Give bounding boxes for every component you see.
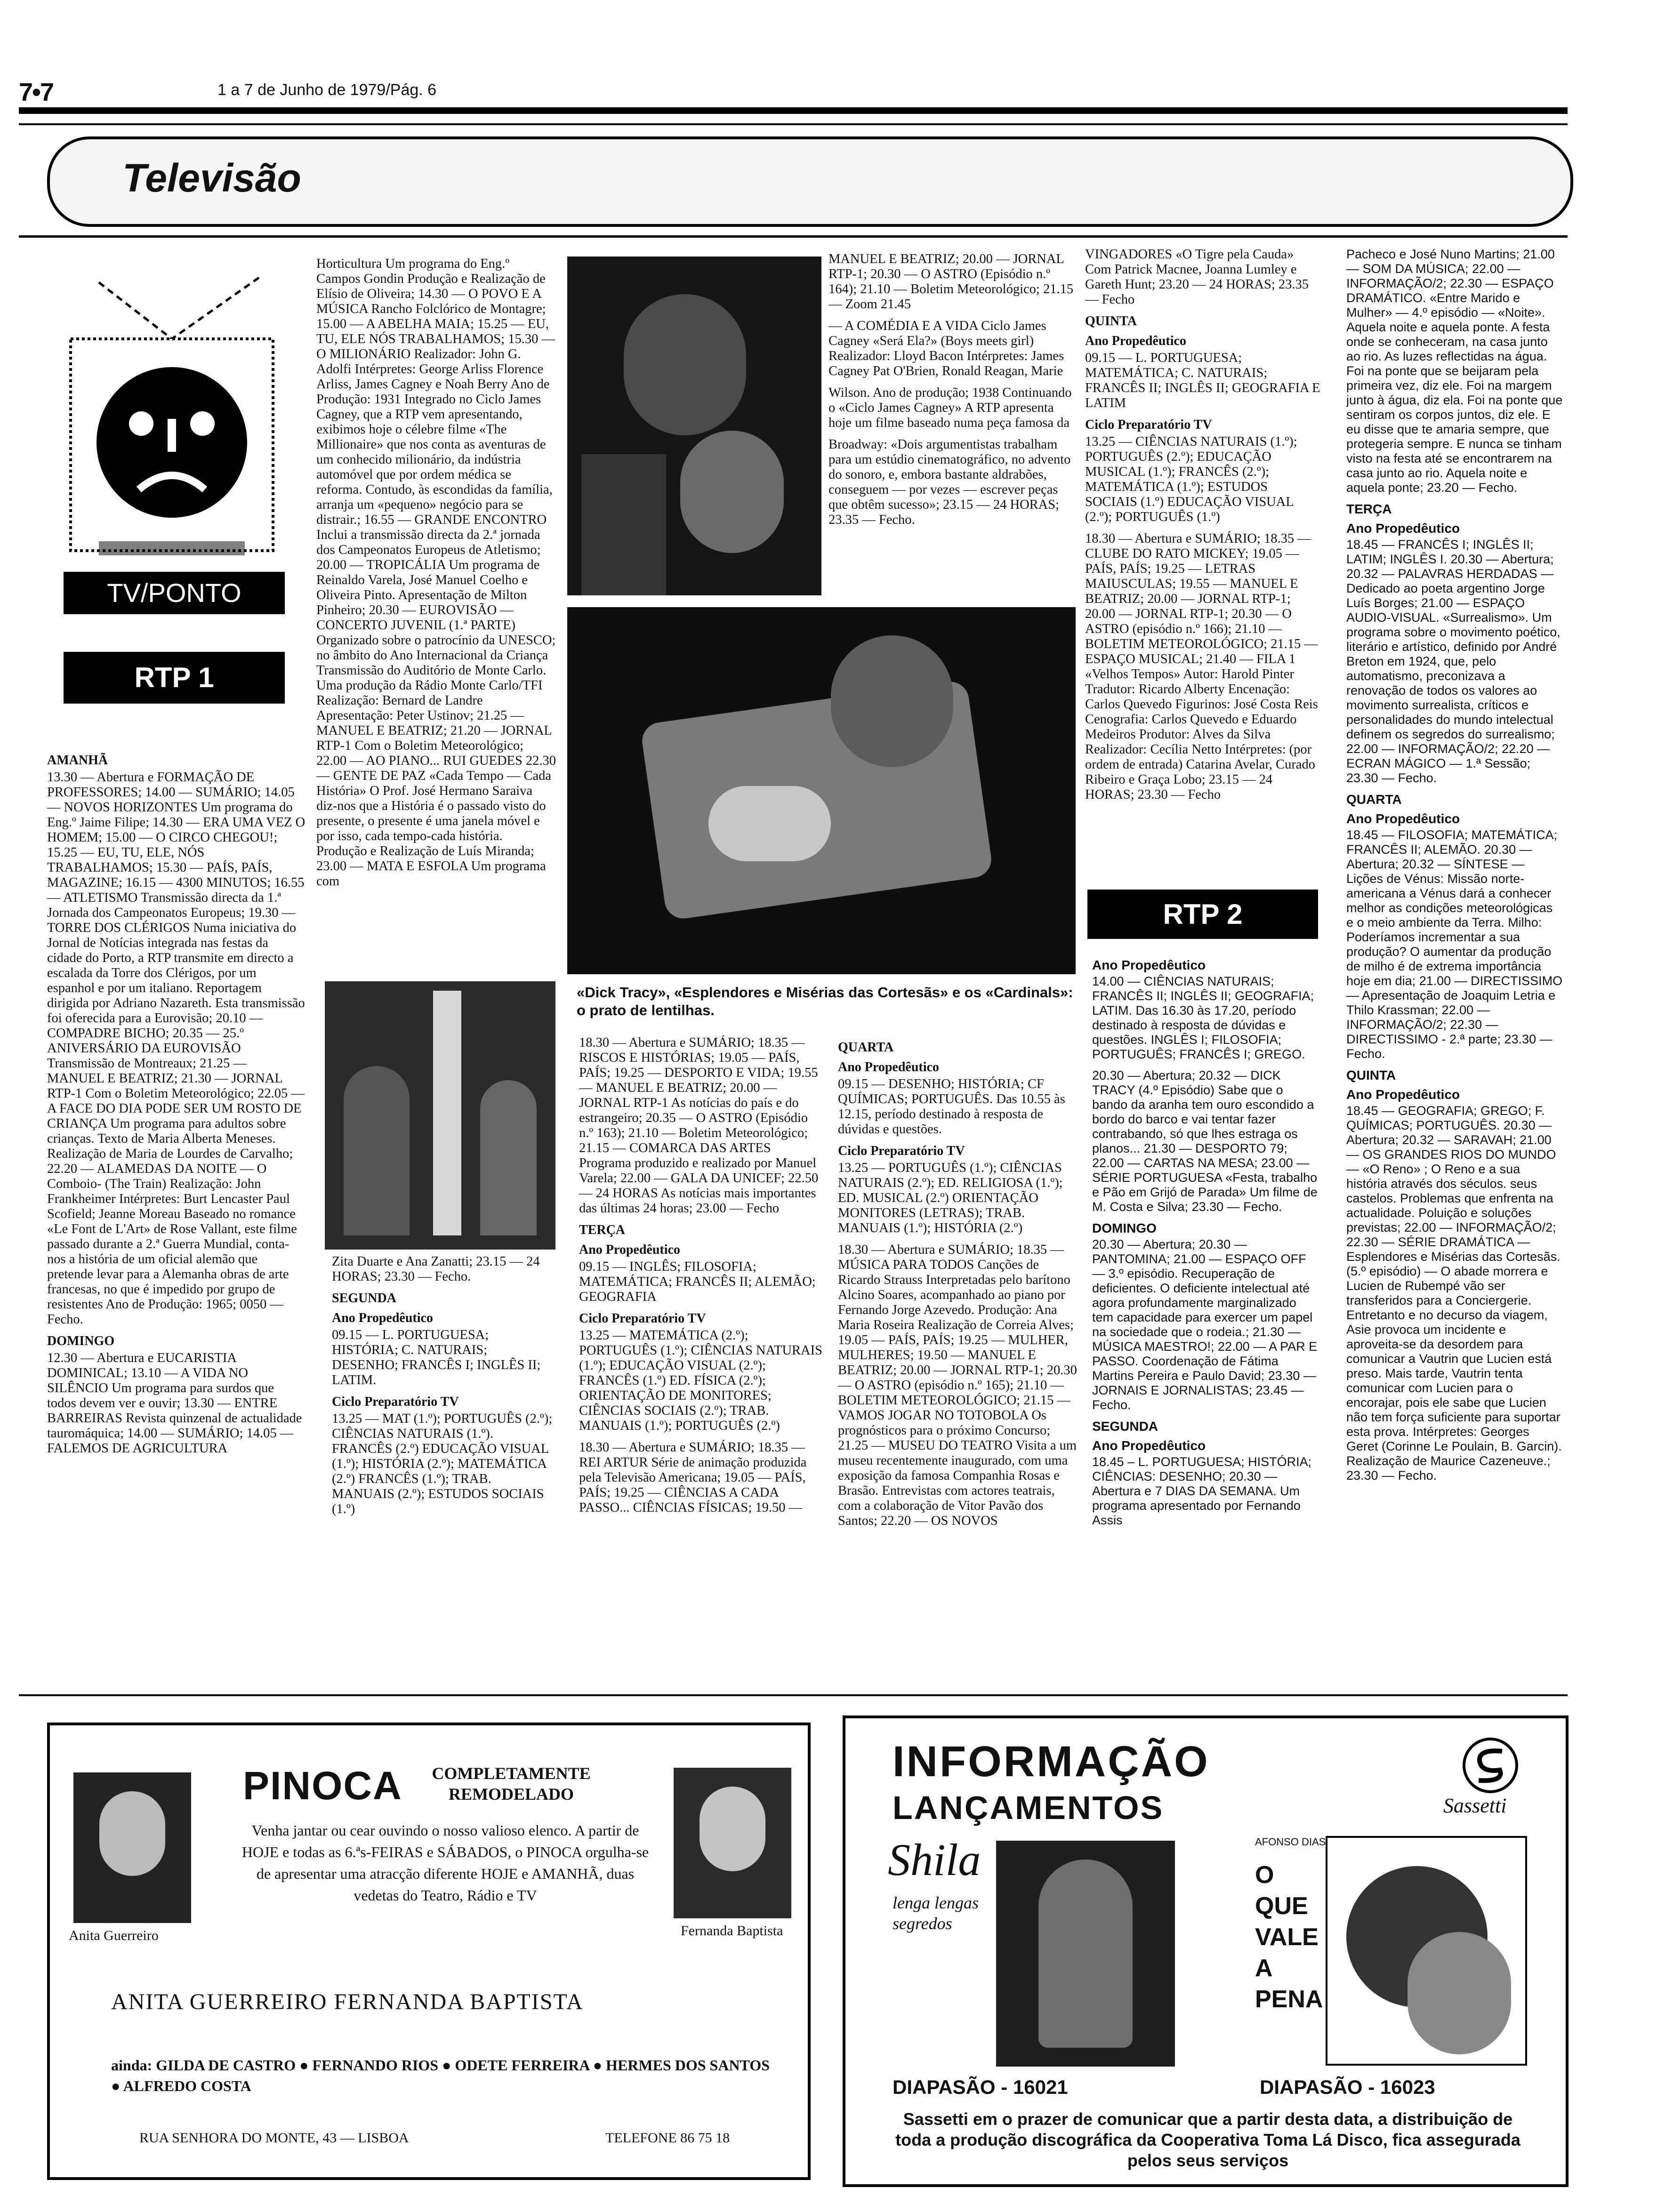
col6-quinta-ano-prop: Ano Propedêutico bbox=[1346, 1087, 1460, 1102]
terca-schedule-2: 13.25 — MATEMÁTICA (2.º); PORTUGUÊS (1.º); CIÊNCIAS NATURAIS (1.º); EDUCAÇÃO VISUAL (2.º); FRANCÊS (1.º) ED. FÍSICA (2.º); ORIENTAÇÃO DE MONITORES; CIÊNCIAS SOCIAIS (2.º); TRAB. MANUAIS (1.º); PORTUGUÊS (2.º) bbox=[579, 1328, 822, 1433]
album1-title: Shila bbox=[888, 1835, 981, 1885]
col4-text-4: Broadway: «Dois argumentistas trabalham para um estúdio cinematográfico, no advento do sonoro, e, embora bastante aldrabões, conseguem — por vezes — escrever peças que obtêm sucesso»; 23.15 — 24 HORAS; 23.35 — Fecho. bbox=[828, 437, 1071, 527]
pinoca-headline: ANITA GUERREIRO FERNANDA BAPTISTA bbox=[111, 1989, 584, 2014]
album2-title: O QUE VALE A PENA bbox=[1255, 1861, 1323, 2013]
ad-sassetti bbox=[843, 1715, 1569, 2187]
amanha-schedule: 13.30 — Abertura e FORMAÇÃO DE PROFESSORES; 14.00 — SUMÁRIO; 14.05 — NOVOS HORIZONTES Um programa do Eng.º Jaime Filipe; 14.30 — ERA UMA VEZ O HOMEM; 15.00 — O CIRCO CHEGOU!; 15.25 — EU, TU, ELE, NÓS TRABALHAMOS; 15.30 — PAÍS, PAÍS, MAGAZINE; 16.15 — 4300 MINUTOS; 16.55 — ATLETISMO Transmissão directa da 1.ª Jornada dos Campeonatos Europeus; 19.30 — TORRE DOS CLÉRIGOS Numa iniciativa do Jornal de Notícias integrada nas festas da cidade do Porto, a RTP transmite em directo a escalada da Torre dos Clérigos, por um espanhol e por um italiano. Reportagem dirigida por Adriano Nazareth. Esta transmissão foi oferecida para a Eurovisão; 20.10 — COMPADRE BICHO; 20.35 — 25.º ANIVERSÁRIO DA EUROVISÃO Transmissão de Montreaux; 21.25 — MANUEL E BEATRIZ; 21.30 — JORNAL RTP-1 Com o Boletim Meteorológico; 22.05 — A FACE DO DIA PODE SER UM ROSTO DE CRIANÇA Um programa para adultos sobre crianças. Texto de Maria Alberta Meneses. Realização de Maria de Lourdes de Carvalho; 22.20 — ALAMEDAS DA NOITE — O Comboio- (The Train) Realização: John Frankheimer Intérpretes: Burt Lencaster Paul Scofield; Jeanne Moreau Baseado no romance «Le Font de L'Art» de Rose Vallant, este filme passado durante a 2.ª Guerra Mundial, conta-nos a história de um oficial alemão que pretende levar para a Alemanha obras de arte francesas, no que é impedido por grupo de resistentes Ano de Produção: 1965; 0050 — Fecho. bbox=[47, 770, 306, 1327]
terca-ciclo: Ciclo Preparatório TV bbox=[579, 1311, 706, 1326]
domingo-schedule: 12.30 — Abertura e EUCARISTIA DOMINICAL; 13.10 — A VIDA NO SILÊNCIO Um programa para surdos que todos devem ver e ouvir; 13.30 — ENTRE BARREIRAS Revista quinzenal de actualidade tauromáquica; 14.00 — SUMÁRIO; 14.05 — FALEMOS DE AGRICULTURA bbox=[47, 1351, 302, 1456]
ad-pinoca bbox=[47, 1723, 811, 2180]
tv-icon bbox=[61, 268, 282, 569]
quarta-ano-prop: Ano Propedêutico bbox=[838, 1060, 939, 1074]
column-4-top bbox=[828, 252, 1076, 591]
terca-schedule-3: 18.30 — Abertura e SUMÁRIO; 18.35 — REI ARTUR Série de animação produzida pela Televisão Americana; 19.05 — PAÍS, PAÍS; 19.25 — CIÊNCIAS A CADA PASSO... CIÊNCIAS FÍSICAS; 19.50 — bbox=[579, 1440, 807, 1515]
column-3-bottom bbox=[579, 1035, 824, 1680]
column-2-text: Horticultura Um programa do Eng.º Campos Gondin Produção e Realização de Elísio de Oliveira; 14.30 — O POVO E A MÚSICA Rancho Folclórico de Montagre; 15.00 — A ABELHA MAIA; 15.25 — EU, TU, ELE NÓS TRABALHAMOS; 15.30 — O MILIONÁRIO Realizador: John G. Adolfi Intérpretes: George Arliss Florence Arliss, James Cagney e Noah Berry Ano de Produção: 1931 Integrado no Ciclo James Cagney, que a RTP vem apresentando, exibimos hoje o célebre filme «The Millionaire» que nos conta as aventuras de um conhecido milionário, da indústria automóvel que por ordem médica se reforma. Contudo, às escondidas da família, arranja um «pequeno» negócio para se distrair.; 16.55 — GRANDE ENCONTRO Inclui a transmissão directa da 2.ª jornada dos Campeonatos Europeus de Atletismo; 20.00 — TROPICÁLIA Um programa de Reinaldo Varela, José Manuel Coelho e Oliveira Pinto. Apresentação de Milton Pinheiro; 20.30 — EUROVISÃO — CONCERTO JUVENIL (1.ª PARTE) Organizado sobre o patrocínio da UNESCO; no âmbito do Ano Internacional da Criança Transmissão do Auditório de Monte Carlo. Uma produção da Rádio Monte Carlo/TFI Realização: Bernard de Landre Apresentação: Peter Ustinov; 21.25 — MANUEL E BEATRIZ; 21.20 — JORNAL RTP-1 Com o Boletim Meteorológico; 22.00 — AO PIANO... RUI GUEDES 22.30 — GENTE DE PAZ «Cada Tempo — Cada História» O Prof. José Hermano Saraiva diz-nos que a História é o passado visto do presente, o presente é uma janela móvel e por isso, cada tempo-cada história. Produção e Realização de Luís Miranda; 23.00 — MATA E ESFOLA Um programa com bbox=[316, 256, 556, 889]
quarta-schedule-3: 18.30 — Abertura e SUMÁRIO; 18.35 — MÚSICA PARA TODOS Canções de Ricardo Strauss Interpretadas pelo barítono Alcino Soares, acompanhado ao piano por Fernando Jorge Azevedo. Produção: Ana Maria Roseira Realização de Correia Alves; 19.05 — PAÍS, PAÍS; 19.25 — MULHER, MULHERES; 19.50 — MANUEL E BEATRIZ; 20.00 — JORNAL RTP-1; 20.30 — O ASTRO (episódio n.º 165); 21.10 — BOLETIM METEOROLÓGICO; 21.15 — VAMOS JOGAR NO TOTOBOLA Os prognósticos para o próximo Concurso; 21.25 — MUSEU DO TEATRO Visita a um museu recentemente inaugurado, com uma exposição da famosa Companhia Rosas e Brasão. Entrevistas com actores teatrais, com a colaboração de Vitor Pavão dos Santos; 22.20 — OS NOVOS bbox=[838, 1242, 1077, 1528]
tvponto-label: TV/PONTO bbox=[64, 572, 285, 614]
masthead-rule-thin bbox=[19, 123, 1568, 125]
col5-text-1: VINGADORES «O Tigre pela Cauda» Com Patrick Macnee, Joanna Lumley e Gareth Hunt; 23.20 — 24 HORAS; 23.35 — Fecho bbox=[1085, 247, 1309, 307]
pinoca-also: ainda: GILDA DE CASTRO ● FERNANDO RIOS ● ODETE FERREIRA ● HERMES DOS SANTOS ● ALFREDO COSTA bbox=[111, 2057, 770, 2094]
photo-cartaz bbox=[325, 981, 555, 1250]
rtp2-ano-prop: Ano Propedêutico bbox=[1092, 958, 1206, 972]
quinta-schedule-1: 09.15 — L. PORTUGUESA; MATEMÁTICA; C. NATURAIS; FRANCÊS II; INGLÊS II; GEOGRAFIA E LATIM bbox=[1085, 351, 1320, 410]
photo-caption-zita: Zita Duarte e Ana Zanatti; 23.15 — 24 HORAS; 23.30 — Fecho. bbox=[332, 1254, 540, 1284]
terca-ano-prop: Ano Propedêutico bbox=[579, 1242, 680, 1257]
sassetti-logo-icon bbox=[1457, 1737, 1523, 1794]
col3-schedule-1: 18.30 — Abertura e SUMÁRIO; 18.35 — RISCOS E HISTÓRIAS; 19.05 — PAÍS, PAÍS; 19.25 — DESPORTO E VIDA; 19.55 — MANUEL E BEATRIZ; 20.00 — JORNAL RTP-1 As notícias do país e do estrangeiro; 20.35 — O ASTRO (Episódio n.º 163); 21.10 — Boletim Meteorológico; 21.15 — COMARCA DAS ARTES Programa produzido e realizado por Manuel Varela; 22.00 — GALA DA UNICEF; 22.50 — 24 HORAS As notícias mais importantes das últimas 24 horas; 23.00 — Fecho bbox=[579, 1035, 819, 1216]
sassetti-title-2: LANÇAMENTOS bbox=[893, 1789, 1164, 1826]
col6-quarta-heading: QUARTA bbox=[1346, 792, 1402, 807]
pinoca-phone: TELEFONE 86 75 18 bbox=[605, 2130, 730, 2146]
column-rtp1 bbox=[47, 748, 306, 1690]
col6-terca-ano-prop: Ano Propedêutico bbox=[1346, 521, 1460, 536]
col6-quinta-heading: QUINTA bbox=[1346, 1068, 1396, 1082]
quinta-heading: QUINTA bbox=[1085, 314, 1137, 329]
pinoca-body: Venha jantar ou cear ouvindo o nosso valioso elenco. A partir de HOJE e todas as 6.ªs-FEIRAS e SÁBADOS, o PINOCA orgulha-se de apresentar uma atracção diferente HOJE e AMANHÃ, duas vedetas do Teatro, Rádio e TV bbox=[241, 1822, 649, 1904]
quinta-schedule-3: 18.30 — Abertura e SUMÁRIO; 18.35 — CLUBE DO RATO MICKEY; 19.05 — PAÍS, PAÍS; 19.25 — LETRAS MAIUSCULAS; 19.55 — MANUEL E BEATRIZ; 20.00 — JORNAL RTP-1; 20.00 — JORNAL RTP-1; 20.30 — O ASTRO (episódio n.º 166); 21.10 — BOLETIM METEOROLÓGICO; 21.15 — ESPAÇO MUSICAL; 21.40 — FILA 1 «Velhos Tempos» Autor: Harold Pinter Tradutor: Ricardo Alberty Encenação: Carlos Quevedo Figurinos: José Costa Reis Cenografia: Carlos Quevedo e Eduardo Medeiros Produtor: Alves da Silva Realizador: Cecília Netto Intérpretes: (por ordem de entrada) Catarina Avelar, Curado Ribeiro e Graça Lobo; 23.15 — 24 HORAS; 23.30 — Fecho bbox=[1085, 531, 1318, 802]
section-rule bbox=[19, 235, 1568, 238]
column-5-top bbox=[1085, 247, 1320, 864]
rtp2-segunda-schedule: 18.45 – L. PORTUGUESA; HISTÓRIA; CIÊNCIAS: DESENHO; 20.30 — Abertura e 7 DIAS DA SEMANA. Um programa apresentado por Fernando Assis bbox=[1092, 1455, 1312, 1527]
amanha-heading: AMANHÃ bbox=[47, 753, 108, 768]
quarta-schedule-1: 09.15 — DESENHO; HISTÓRIA; CF QUÍMICAS; PORTUGUÊS. Das 10.55 às 12.15, período destinado à resposta de dúvidas e questões. bbox=[838, 1077, 1065, 1137]
album2-artist: AFONSO DIAS bbox=[1255, 1836, 1326, 1848]
sassetti-title-1: INFORMAÇÃO bbox=[893, 1738, 1210, 1786]
quarta-schedule-2: 13.25 — PORTUGUÊS (1.º); CIÊNCIAS NATURAIS (2.º); ED. RELIGIOSA (1.º); ED. MUSICAL (2.º) ORIENTAÇÃO MONITORES (LETRAS); TRAB. MANUAIS (1.º); HISTÓRIA (2.º) bbox=[838, 1161, 1063, 1235]
catalog-2: DIAPASÃO - 16023 bbox=[1260, 2076, 1435, 2098]
rtp2-label: RTP 2 bbox=[1087, 890, 1318, 939]
col4-text-1: MANUEL E BEATRIZ; 20.00 — JORNAL RTP-1; 20.30 — O ASTRO (Episódio n.º 164); 21.10 — Boletim Meteorológico; 21.15 — Zoom 21.45 bbox=[828, 252, 1074, 312]
rtp2-segunda-ano-prop: Ano Propedêutico bbox=[1092, 1438, 1206, 1453]
fernanda-caption: Fernanda Baptista bbox=[681, 1923, 783, 1939]
column-2-bottom bbox=[332, 1254, 555, 1678]
col6-quarta-ano-prop: Ano Propedêutico bbox=[1346, 811, 1460, 826]
album1-subtitle: lenga lengas segredos bbox=[893, 1893, 979, 1933]
masthead-rule bbox=[19, 107, 1568, 114]
quarta-ciclo: Ciclo Preparatório TV bbox=[838, 1144, 965, 1158]
quinta-schedule-2: 13.25 — CIÊNCIAS NATURAIS (1.º); PORTUGUÊS (2.º); EDUCAÇÃO MUSICAL (1.º); FRANCÊS (2.º); MATEMÁTICA (1.º); ESTUDOS SOCIAIS (1.º) EDUCAÇÃO VISUAL (2.º); PORTUGUÊS (1.º) bbox=[1085, 434, 1297, 524]
photo-anita bbox=[73, 1772, 191, 1923]
segunda-ano-prop: Ano Propedêutico bbox=[332, 1311, 433, 1325]
terca-schedule-1: 09.15 — INGLÊS; FILOSOFIA; MATEMÁTICA; FRANCÊS II; ALEMÃO; GEOGRAFIA bbox=[579, 1259, 816, 1304]
masthead-date: 1 a 7 de Junho de 1979/Pág. 6 bbox=[217, 81, 437, 99]
column-5-bottom bbox=[1092, 953, 1318, 1685]
rtp2-domingo-heading: DOMINGO bbox=[1092, 1221, 1157, 1235]
masthead-logo: 7•7 bbox=[19, 78, 53, 106]
col6-text-1: Pacheco e José Nuno Martins; 21.00 — SOM DA MÚSICA; 22.00 — INFORMAÇÃO/2; 22.30 — ESPAÇO DRAMÁTICO. «Entre Marido e Mulher» — 4.º episódio — «Noite». Aquela noite e aquela ponte. A festa onde se conheceram, na casa junto ao rio. As luzes reflectidas na água. Foi na ponte que se beijaram pela primeira vez, diz ele. Foi na margem junto à água, diz ela. Foi na ponte que sentiram os corpos juntos, diz ele. E eu disse que te amaria sempre, que protegeria sempre. E nunca se tinham visto na festa até se encontrarem na casa junto ao rio. Aquela noite e aquela ponte; 23.20 — Fecho. bbox=[1346, 247, 1563, 495]
segunda-ciclo: Ciclo Preparatório TV bbox=[332, 1395, 459, 1409]
col6-quarta-schedule: 18.45 — FILOSOFIA; MATEMÁTICA; FRANCÊS II; ALEMÃO. 20.30 — Abertura; 20.32 — SÍNTESE — Lições de Vénus: Missão norte-americana a Vénus dará a conhecer melhor as condições meteorológicas e o meio ambiente da Terra. Milho: Poderíamos incrementar a sua produção? O aumentar da produção de milho é de extrema importância hoje em dia; 21.00 — DIRECTISSIMO — Apresentação de Joaquim Letria e Thilo Krassman; 22.00 — INFORMAÇÃO/2; 22.30 — DIRECTISSIMO - 2.ª parte; 23.30 — Fecho. bbox=[1346, 828, 1563, 1061]
rtp2-schedule-b: 20.30 — Abertura; 20.32 — DICK TRACY (4.º Episódio) Sabe que o bando da aranha tem ouro escondido a bordo do barco e vai tentar fazer contrabando, só que lhes estraga os planos... 21.30 — DESPORTO 79; 22.00 — CARTAS NA MESA; 23.00 — SÉRIE PORTUGUESA «Festa, trabalho e Pão em Grijó de Parada» Um filme de M. Costa e Silva; 23.30 — Fecho. bbox=[1092, 1068, 1318, 1214]
rtp2-segunda-heading: SEGUNDA bbox=[1092, 1419, 1158, 1434]
col6-terca-schedule: 18.45 — FRANCÊS I; INGLÊS II; LATIM; INGLÊS I. 20.30 — Abertura; 20.32 — PALAVRAS HERDADAS — Dedicado ao poeta argentino Jorge Luís Borges; 21.00 — ESPAÇO AUDIO-VISUAL. «Surrealismo». Um programa sobre o movimento poético, literário e artístico, definido por André Breton em 1924, que, pelo automatismo, preconizava a renovação de todos os valores ao movimento surrealista, críticos e personalidades do mundo intelectual definem os segredos do surrealismo; 22.00 — INFORMAÇÃO/2; 22.20 — ECRAN MÁGICO — 1.ª Sessão; 23.30 — Fecho. bbox=[1346, 537, 1560, 785]
col6-quinta-schedule: 18.45 — GEOGRAFIA; GREGO; F. QUÍMICAS; PORTUGUÊS. 20.30 — Abertura; 20.32 — SARAVAH; 21.00 — OS GRANDES RIOS DO MUNDO — «O Reno» ; O Reno e a sua história através dos séculos. seus castelos. Problemas que enfrenta na actualidade. Poluição e soluções previstas; 22.00 — INFORMAÇÃO/2; 22.30 — SÉRIE DRAMÁTICA — Esplendores e Misérias das Cortesãs. (5.º episódio) — O abade morrera e Lucien de Rubempé vão ser transferidos para a Conciergerie. Entretanto e no decurso da viagem, Asie provoca um incidente e aproveita-se da desordem para comunicar a Vautrin que Lucien está preso. Mais tarde, Vautrin tenta comunicar com Lucien para o encorajar, pois ele sabe que Lucien não tem força suficiente para suportar esta prova. Intérpretes: Georges Geret (Corinne Le Poulain, B. Garcin). Realização de Maurice Cazeneuve.; 23.30 — Fecho. bbox=[1346, 1104, 1562, 1483]
domingo-heading: DOMINGO bbox=[47, 1334, 115, 1348]
pinoca-name: PINOCA bbox=[243, 1763, 402, 1808]
section-title: Televisão bbox=[122, 156, 301, 200]
catalog-1: DIAPASÃO - 16021 bbox=[893, 2076, 1068, 2098]
terca-heading: TERÇA bbox=[579, 1223, 626, 1237]
column-6 bbox=[1346, 247, 1563, 1687]
col6-terca-heading: TERÇA bbox=[1346, 502, 1392, 516]
photo-cagney bbox=[567, 256, 821, 595]
rtp2-schedule-a: 14.00 — CIÊNCIAS NATURAIS; FRANCÊS II; INGLÊS II; GEOGRAFIA; LATIM. Das 16.30 às 17.20, período destinado à resposta de dúvidas e questões. INGLÊS I; FILOSOFIA; PORTUGUÊS; FRANCÊS I; GREGO. bbox=[1092, 974, 1314, 1061]
album1-cover-photo bbox=[996, 1841, 1175, 2067]
sassetti-footer: Sassetti em o prazer de comunicar que a partir desta data, a distribuição de toda a produção discográfica da Cooperativa Toma Lá Disco, fica assegurada pelos seus serviços bbox=[895, 2109, 1520, 2170]
col4-text-3: Wilson. Ano de produção; 1938 Continuando o «Ciclo James Cagney» A RTP apresenta hoje um filme baseado numa peça famosa da bbox=[828, 385, 1072, 430]
segunda-heading: SEGUNDA bbox=[332, 1291, 396, 1306]
pinoca-tag: COMPLETAMENTE REMODELADO bbox=[432, 1764, 591, 1803]
col4-text-2: — A COMÉDIA E A VIDA Ciclo James Cagney «Será Ela?» (Boys meets girl) Realizador: Lloyd Bacon Intérpretes: James Cagney Pat O'Brien, Ronald Reagan, Marie bbox=[828, 319, 1064, 378]
anita-caption: Anita Guerreiro bbox=[69, 1928, 159, 1943]
photo-hospital-scene bbox=[567, 607, 1076, 974]
column-4-bottom bbox=[838, 1035, 1078, 1680]
quarta-heading: QUARTA bbox=[838, 1040, 894, 1055]
segunda-schedule-2: 13.25 — MAT (1.º); PORTUGUÊS (2.º); CIÊNCIAS NATURAIS (1.º). FRANCÊS (2.º) EDUCAÇÃO VISUAL (1.º); HISTÓRIA (2.º); MATEMÁTICA (2.º) FRANCÊS (1.º); TRAB. MANUAIS (2.º); ESTUDOS SOCIAIS (1.º) bbox=[332, 1411, 553, 1516]
sassetti-brand: Sassetti bbox=[1443, 1794, 1507, 1817]
photo-caption-main: «Dick Tracy», «Esplendores e Misérias das Cortesãs» e os «Cardinals»: o prato de lentilhas. bbox=[577, 984, 1073, 1018]
quinta-ano-prop: Ano Propedêutico bbox=[1085, 334, 1186, 348]
pinoca-address: RUA SENHORA DO MONTE, 43 — LISBOA bbox=[139, 2130, 409, 2146]
column-2-top bbox=[316, 256, 556, 977]
rtp2-domingo-schedule: 20.30 — Abertura; 20.30 — PANTOMINA; 21.00 — ESPAÇO OFF — 3.º episódio. Recuperação de deficientes. O deficiente intelectual até agora profundamente marginalizado tem capacidade para exercer um papel na sociedade que o rodeia.; 21.30 — MÚSICA MAESTRO!; 22.00 — A PAR E PASSO. Coordenação de Fátima Martins Pereira e Paulo David; 23.30 — JORNAIS E JORNALISTAS; 23.45 — Fecho. bbox=[1092, 1237, 1318, 1412]
quinta-ciclo: Ciclo Preparatório TV bbox=[1085, 417, 1212, 432]
photo-fernanda bbox=[674, 1768, 791, 1918]
rtp1-label: RTP 1 bbox=[64, 652, 285, 704]
album2-cover-art bbox=[1326, 1836, 1527, 2066]
bottom-rule bbox=[19, 1694, 1568, 1696]
segunda-schedule-1: 09.15 — L. PORTUGUESA; HISTÓRIA; C. NATURAIS; DESENHO; FRANCÊS I; INGLÊS II; LATIM. bbox=[332, 1328, 541, 1387]
